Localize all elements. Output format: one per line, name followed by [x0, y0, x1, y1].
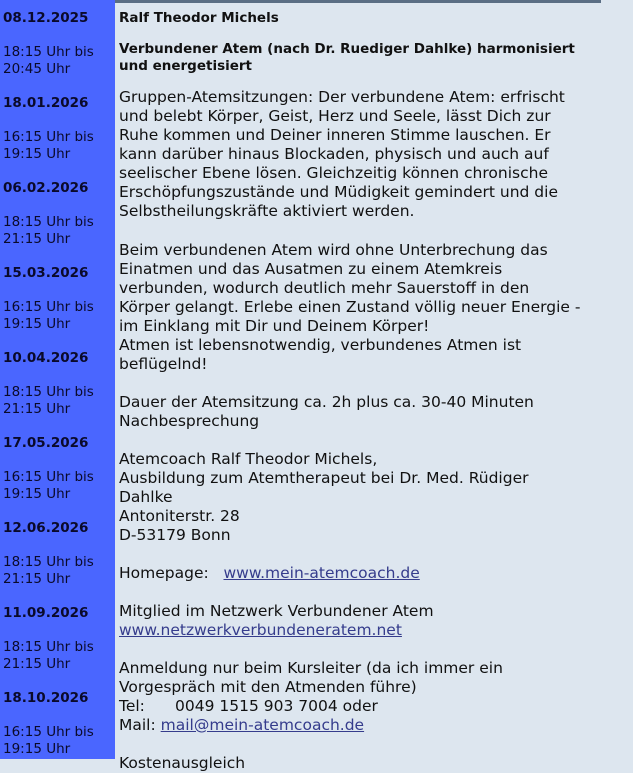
paragraph-line: kann darüber hinaus Blockaden, physisch und auch auf: [119, 145, 549, 163]
registration-line: Anmeldung nur beim Kursleiter (da ich immer ein: [119, 659, 503, 677]
paragraph-line: Einatmen und das Ausatmen zu einem Atemkreis: [119, 260, 503, 278]
address-line: D-53179 Bonn: [119, 526, 231, 544]
event-time-end: 21:15 Uhr: [3, 231, 71, 247]
event-time-end: 19:15 Uhr: [3, 316, 71, 332]
event-time-start: 16:15 Uhr bis: [3, 129, 94, 145]
event-time-start: 18:15 Uhr bis: [3, 554, 94, 570]
event-time-start: 18:15 Uhr bis: [3, 214, 94, 230]
event-time-start: 18:15 Uhr bis: [3, 44, 94, 60]
paragraph-line: verbunden, wodurch deutlich mehr Sauerstoff in den: [119, 279, 530, 297]
registration-line: Vorgespräch mit den Atmenden führe): [119, 678, 417, 696]
subtitle-line: Verbundener Atem (nach Dr. Ruediger Dahlke) harmonisiert: [119, 41, 575, 57]
paragraph-line: beflügelnd!: [119, 355, 208, 373]
top-divider: [115, 0, 601, 3]
phone-number: 0049 1515 903 7004 oder: [175, 697, 378, 715]
event-time-end: 19:15 Uhr: [3, 741, 71, 757]
address-line: Antoniterstr. 28: [119, 507, 240, 525]
paragraph-line: Atmen ist lebensnotwendig, verbundenes Atmen ist: [119, 336, 522, 354]
network-label: Mitglied im Netzwerk Verbundener Atem: [119, 602, 434, 620]
paragraph-line: Beim verbundenen Atem wird ohne Unterbrechung das: [119, 241, 548, 259]
dates-sidebar: [0, 0, 115, 759]
paragraph-line: Selbstheilungskräfte aktiviert werden.: [119, 202, 415, 220]
method-paragraph: [119, 241, 605, 374]
mail-row: [119, 716, 605, 735]
address-block: [119, 450, 605, 545]
event-time-end: 21:15 Uhr: [3, 656, 71, 672]
paragraph-line: Nachbesprechung: [119, 412, 260, 430]
network-block: [119, 602, 605, 640]
homepage-row: [119, 564, 605, 583]
event-time-start: 16:15 Uhr bis: [3, 469, 94, 485]
address-line: Atemcoach Ralf Theodor Michels,: [119, 450, 378, 468]
event-date: 12.06.2026: [3, 520, 89, 536]
paragraph-line: seelischer Ebene lösen. Gleichzeitig können chronische: [119, 164, 548, 182]
address-line: Ausbildung zum Atemtherapeut bei Dr. Med. Rüdiger: [119, 469, 529, 487]
author-heading: Ralf Theodor Michels: [119, 10, 279, 26]
paragraph-line: Körper gelangt. Erlebe einen Zustand völlig neuer Energie -: [119, 298, 581, 316]
duration-paragraph: [119, 393, 605, 431]
contact-block: [119, 659, 605, 773]
event-time-start: 18:15 Uhr bis: [3, 384, 94, 400]
subtitle-line: und energetisiert: [119, 58, 252, 74]
event-date: 18.10.2026: [3, 690, 89, 706]
homepage-link[interactable]: www.mein-atemcoach.de: [223, 564, 420, 582]
event-time-start: 16:15 Uhr bis: [3, 299, 94, 315]
event-time-start: 18:15 Uhr bis: [3, 639, 94, 655]
mail-label: Mail:: [119, 716, 156, 734]
paragraph-line: Dauer der Atemsitzung ca. 2h plus ca. 30-40 Minuten: [119, 393, 534, 411]
phone-label: Tel:: [119, 697, 145, 715]
event-date: 17.05.2026: [3, 435, 89, 451]
event-date: 08.12.2025: [3, 10, 89, 26]
paragraph-line: Gruppen-Atemsitzungen: Der verbundene Atem: erfrischt: [119, 88, 565, 106]
event-time-end: 20:45 Uhr: [3, 61, 71, 77]
phone-row: [119, 697, 605, 716]
network-link[interactable]: www.netzwerkverbundeneratem.net: [119, 621, 402, 639]
homepage-label: Homepage:: [119, 564, 209, 582]
event-time-start: 16:15 Uhr bis: [3, 724, 94, 740]
paragraph-line: und belebt Körper, Geist, Herz und Seele, lässt Dich zur: [119, 107, 551, 125]
paragraph-line: Ruhe kommen und Deiner inneren Stimme lauschen. Er: [119, 126, 551, 144]
event-time-end: 19:15 Uhr: [3, 486, 71, 502]
event-time-end: 21:15 Uhr: [3, 571, 71, 587]
event-date: 10.04.2026: [3, 350, 89, 366]
address-line: Dahlke: [119, 488, 173, 506]
event-date: 18.01.2026: [3, 95, 89, 111]
intro-paragraph: [119, 88, 605, 221]
cost-heading: Kostenausgleich: [119, 754, 246, 772]
paragraph-line: im Einklang mit Dir und Deinem Körper!: [119, 317, 430, 335]
mail-link[interactable]: mail@mein-atemcoach.de: [160, 716, 365, 734]
paragraph-line: Erschöpfungszustände und Müdigkeit gemindert und die: [119, 183, 558, 201]
event-date: 06.02.2026: [3, 180, 89, 196]
event-time-end: 19:15 Uhr: [3, 146, 71, 162]
event-date: 15.03.2026: [3, 265, 89, 281]
event-date: 11.09.2026: [3, 605, 89, 621]
event-time-end: 21:15 Uhr: [3, 401, 71, 417]
